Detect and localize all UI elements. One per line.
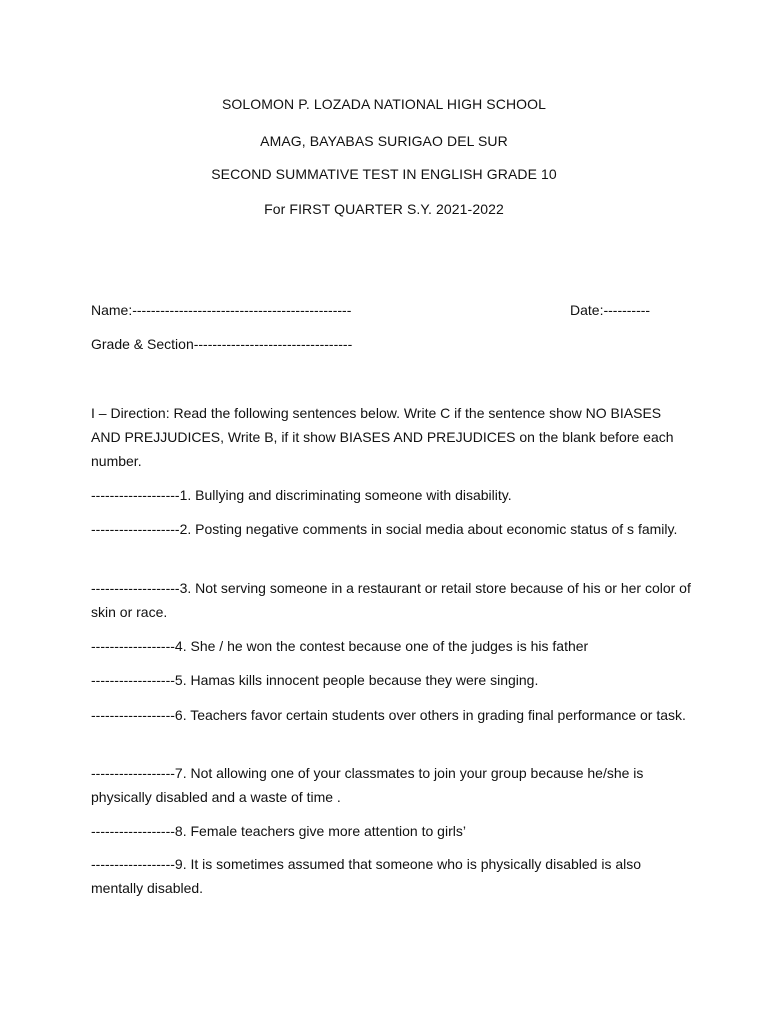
direction-text: I – Direction: Read the following sentences below. Write C if the sentence show NO BIASES AND PREJJUDICES, Write B, if it show BIASES AND PREJUDICES on the blank before each number. [91,405,674,469]
name-field: Name:----------------------------------------------- [91,302,352,318]
answer-blank: ------------------ [91,856,175,872]
item-text: 1. Bullying and discriminating someone with disability. [179,487,512,503]
school-address: AMAG, BAYABAS SURIGAO DEL SUR [260,133,508,149]
quarter-line: For FIRST QUARTER S.Y. 2021-2022 [264,201,504,217]
answer-blank: ------------------ [91,707,175,723]
test-item-9 [91,852,691,900]
grade-section-field: Grade & Section---------------------------------- [91,336,353,352]
answer-blank: ------------------ [91,765,175,781]
test-item-7 [91,761,691,809]
answer-blank: ------------------ [91,638,175,654]
item-text: 3. Not serving someone in a restaurant or retail store because of his or her color of skin or race. [91,580,691,620]
item-text: 7. Not allowing one of your classmates to join your group because he/she is physically disabled and a waste of time . [91,765,644,805]
test-item-6 [91,703,691,727]
item-text: 2. Posting negative comments in social media about economic status of s family. [179,521,678,537]
test-item-8 [91,819,691,843]
school-name: SOLOMON P. LOZADA NATIONAL HIGH SCHOOL [221,96,547,112]
answer-blank: ------------------ [91,823,175,839]
item-text: 8. Female teachers give more attention to girls’ [174,823,466,839]
answer-blank: ------------------ [91,672,175,688]
test-item-4 [91,634,691,658]
item-text: 5. Hamas kills innocent people because they were singing. [174,672,539,688]
test-item-5 [91,668,691,692]
item-text: 9. It is sometimes assumed that someone who is physically disabled is also mentally disabled. [91,856,642,896]
date-field: Date:---------- [570,302,651,318]
item-text: 6. Teachers favor certain students over others in grading final performance or task. [174,707,686,723]
item-text: 4. She / he won the contest because one of the judges is his father [174,638,589,654]
answer-blank: ------------------- [91,487,180,503]
answer-blank: ------------------- [91,521,180,537]
test-item-2 [91,517,691,541]
test-title: SECOND SUMMATIVE TEST IN ENGLISH GRADE 10 [211,166,557,182]
test-item-3 [91,576,691,624]
test-item-1 [91,483,691,507]
answer-blank: ------------------- [91,580,180,596]
